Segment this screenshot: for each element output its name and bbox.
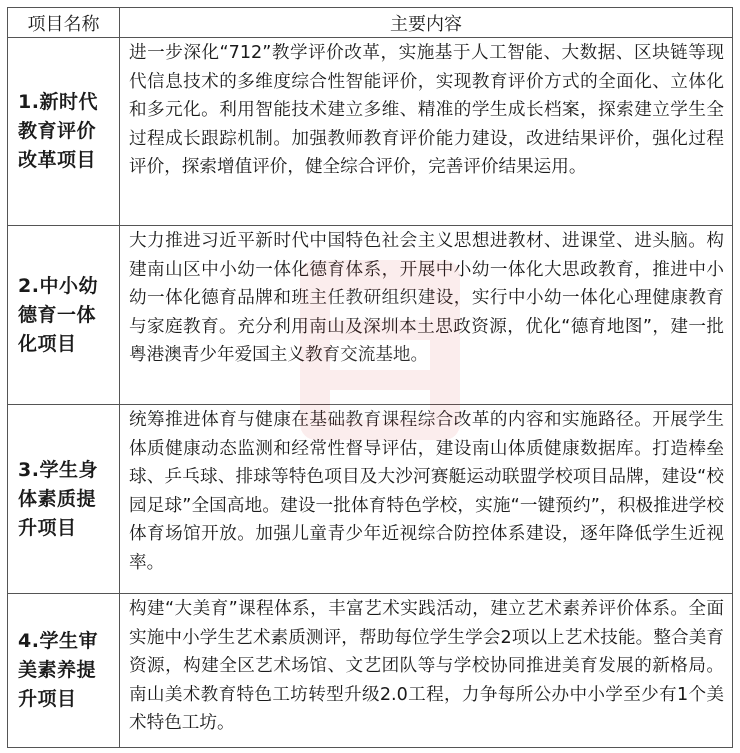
- project-name-cell: 3.学生身体素质提升项目: [8, 405, 120, 594]
- project-name-cell: 1.新时代教育评价改革项目: [8, 38, 120, 226]
- table-row: [8, 405, 733, 594]
- project-table: [7, 7, 733, 748]
- table-row: [8, 226, 733, 405]
- project-content-cell: 大力推进习近平新时代中国特色社会主义思想进教材、进课堂、进头脑。构建南山区中小幼一体化德育体系，开展中小幼一体化大思政教育，推进中小幼一体化德育品牌和班主任教研组织建设，实行中小幼一体化心理健康教育与家庭教育。充分利用南山及深圳本土思政资源，优化“德育地图”，建一批粤港澳青少年爱国主义教育交流基地。: [120, 226, 733, 405]
- table-row: [8, 38, 733, 226]
- project-content-cell: 统筹推进体育与健康在基础教育课程综合改革的内容和实施路径。开展学生体质健康动态监测和经常性督导评估，建设南山体质健康数据库。打造棒垒球、乒乓球、排球等特色项目及大沙河赛艇运动联盟学校项目品牌，建设“校园足球”全国高地。建设一批体育特色学校，实施“一键预约”，积极推进学校体育场馆开放。加强儿童青少年近视综合防控体系建设，逐年降低学生近视率。: [120, 405, 733, 594]
- table-header-row: [8, 8, 733, 38]
- header-project-name: 项目名称: [8, 8, 120, 38]
- project-name-cell: 4.学生审美素养提升项目: [8, 594, 120, 748]
- project-content-cell: 构建“大美育”课程体系，丰富艺术实践活动，建立艺术素养评价体系。全面实施中小学生艺术素质测评，帮助每位学生学会2项以上艺术技能。整合美育资源，构建全区艺术场馆、文艺团队等与学校协同推进美育发展的新格局。南山美术教育特色工坊转型升级2.0工程，力争每所公办中小学至少有1个美术特色工坊。: [120, 594, 733, 748]
- header-main-content: 主要内容: [120, 8, 733, 38]
- project-content-cell: 进一步深化“712”教学评价改革，实施基于人工智能、大数据、区块链等现代信息技术的多维度综合性智能评价，实现教育评价方式的全面化、立体化和多元化。利用智能技术建立多维、精准的学生成长档案，探索建立学生全过程成长跟踪机制。加强教师教育评价能力建设，改进结果评价，强化过程评价，探索增值评价，健全综合评价，完善评价结果运用。: [120, 38, 733, 226]
- table-row: [8, 594, 733, 748]
- project-name-cell: 2.中小幼德育一体化项目: [8, 226, 120, 405]
